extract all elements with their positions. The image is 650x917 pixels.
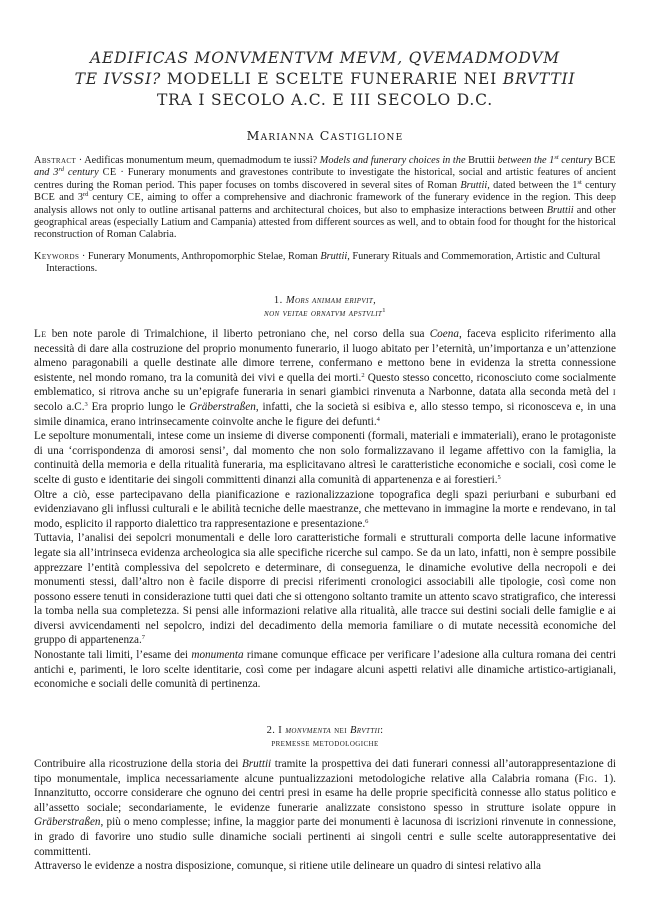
paragraph: Oltre a ciò, esse partecipavano della pianificazione e razionalizzazione topografica degli spazi periurbani e suburbani ed evidenziavano gli influssi culturali e le abilità tecniche delle maestranze, che mettevano in immagine la morte e rendevano, in tal modo, esplicito il rapporto dialettico tra rappresentazione e presentazione.$^6$ (34, 488, 616, 530)
keywords-label: Keywords (34, 251, 80, 262)
section-2-heading: 2. I monvmenta nei Brvttii: premesse metodologiche (266, 725, 384, 749)
paragraph: Le sepolture monumentali, intese come un insieme di diverse componenti (formali, materiali e immateriali), erano le protagoniste di una ‘corrispondenza di amorosi sensi’, dal momento che non solo formalizzavano il legame affettivo con la famiglia, la continuità della memoria e della ritualità funeraria, ma esplicitavano altresì le caratteristiche economiche e sociali, così come le scelte di gusto e identitarie dei singoli committenti dinanzi alla comunità di appartenenza e ai forestieri.$^5$ (34, 430, 616, 486)
paragraph: Attraverso le evidenze a nostra disposizione, comunque, si ritiene utile delineare un quadro di sintesi relativo alla (34, 860, 542, 873)
paragraph: Contribuire alla ricostruzione della storia dei Bruttii tramite la prospettiva dei dati funerari connessi all’autorappresentazione di tipo monumentale, implica necessariamente alcune puntualizzazioni metodologiche relative alla Calabria romana (Fig. 1). Innanzitutto, occorre considerare che ognuno dei centri presi in esame ha delle proprie specificità connesse allo status politico e all’assetto sociale; secondariamente, le evidenze funerarie analizzate consistono spesso in strutture isolate oppure in Gräberstraßen, più o meno complesse; infine, la maggior parte dei monumenti è lacunosa di iscrizioni rinvenute in connessione, in grado di favorire uno studio sulle dinamiche sociali pertinenti ai singoli centri e sulle scelte autorappresentative dei committenti. (34, 758, 616, 858)
section-2-body (34, 757, 616, 874)
paragraph: Tuttavia, l’analisi dei sepolcri monumentali e delle loro caratteristiche formali e strutturali comporta delle lacune informative legate sia all’intrinseca evidenza archeologica sia alle specifiche ricerche sul campo. Se da un lato, infatti, non è sempre possibile apprezzare l’entità complessiva del sepolcreto e determinare, di conseguenza, le dinamiche evolutive della necropoli e dei monumenti stessi, dall’altro non è facile disporre di precisi riferimenti cronologici associabili alle tipologie, così come non possono essere tenuti in considerazione tutti quei dati che si ottengono soltanto tramite un attento scavo stratigrafico, che interessi la tomba nella sua completezza. Si pensi alle informazioni relative alla ritualità, alle tracce sui destini sociali delle famiglie e ai diversi avvicendamenti nel sepolcro, indizi del decadimento della memoria familiare o di mutate necessità economiche del gruppo di appartenenza.$^7$ (34, 532, 616, 647)
figure-reference[interactable]: Fig. 1 (578, 772, 610, 785)
paragraph: Nonostante tali limiti, l’esame dei monumenta rimane comunque efficace per verificare l’adesione alla cultura romana dei centri antichi e, parimenti, le loro scelte identitarie, così come per indagare alcuni aspetti relativi alle dinamiche artistico-artigianali, economiche e sociali delle comunità di pertinenza. (34, 649, 616, 691)
section-1-body (34, 327, 616, 692)
abstract: Abstract · Aedificas monumentum meum, quemadmodum te iussi? Models and funerary choices in the Bruttii between the 1st century BCE and 3rd century CE · Funerary monuments and gravestones contribute to investigate the historical, social and artistic features of ancient centres during the Roman period. This paper focuses on tombs discovered in several sites of Roman Bruttii, dated between the 1st century BCE and 3rd century CE, aiming to offer a comprehensive and diachronic framework of the funerary evidence in the region. This deep analysis allows not only to outline artisanal patterns and architectural choices, but also to emphasize interactions between Bruttii and other geographical areas (especially Latium and Campania) attested from different sources as well, and to obtain food for thought for the historical reconstruction of Roman Calabria. (34, 154, 617, 241)
paragraph: Le ben note parole di Trimalchione, il liberto petroniano che, nel corso della sua Coena, faceva esplicito riferimento alla necessità di dare alla costruzione del proprio monumento funerario, il luogo abitato per l’eternità, un’importanza e un’attenzione almeno paragonabili a quelle destinate alle dimore terrene, confermano e mettono bene in evidenza la stretta connessione esistente, nel mondo romano, tra la comunità dei vivi e quella dei morti.$^2$ Questo stesso concetto, riconosciuto come socialmente emblematico, si ritrova anche su un’epigrafe funeraria in senari giambici rinvenuta a Narbonne, datata alla seconda metà del i secolo a.C.$^3$ Era proprio lungo le Gräberstraßen, infatti, che la società si esibiva e, allo stesso tempo, si riconosceva e, in una simile dinamica, erano intrinsecamente coinvolte anche le figure dei defunti.$^4$ (34, 328, 617, 428)
title-line-2: TE IVSSI? MODELLI E SCELTE FUNERARIE NEI BRVTTII (74, 70, 576, 88)
author-name: Marianna Castiglione (246, 128, 404, 143)
title-line-1: AEDIFICAS MONVMENTVM MEVM, QVEMADMODVM (90, 49, 560, 67)
article-title (34, 48, 616, 111)
abstract-label: Abstract (34, 155, 77, 166)
keywords: Keywords · Funerary Monuments, Anthropomorphic Stelae, Roman Bruttii, Funerary Rituals and Commemoration, Artistic and Cultural Interactions. (34, 251, 601, 275)
title-line-3: TRA I SECOLO A.C. E III SECOLO D.C. (157, 91, 493, 109)
section-1-heading: 1. Mors animam eripvit, non veitae ornatvm apstvlit$^1$ (264, 295, 386, 319)
